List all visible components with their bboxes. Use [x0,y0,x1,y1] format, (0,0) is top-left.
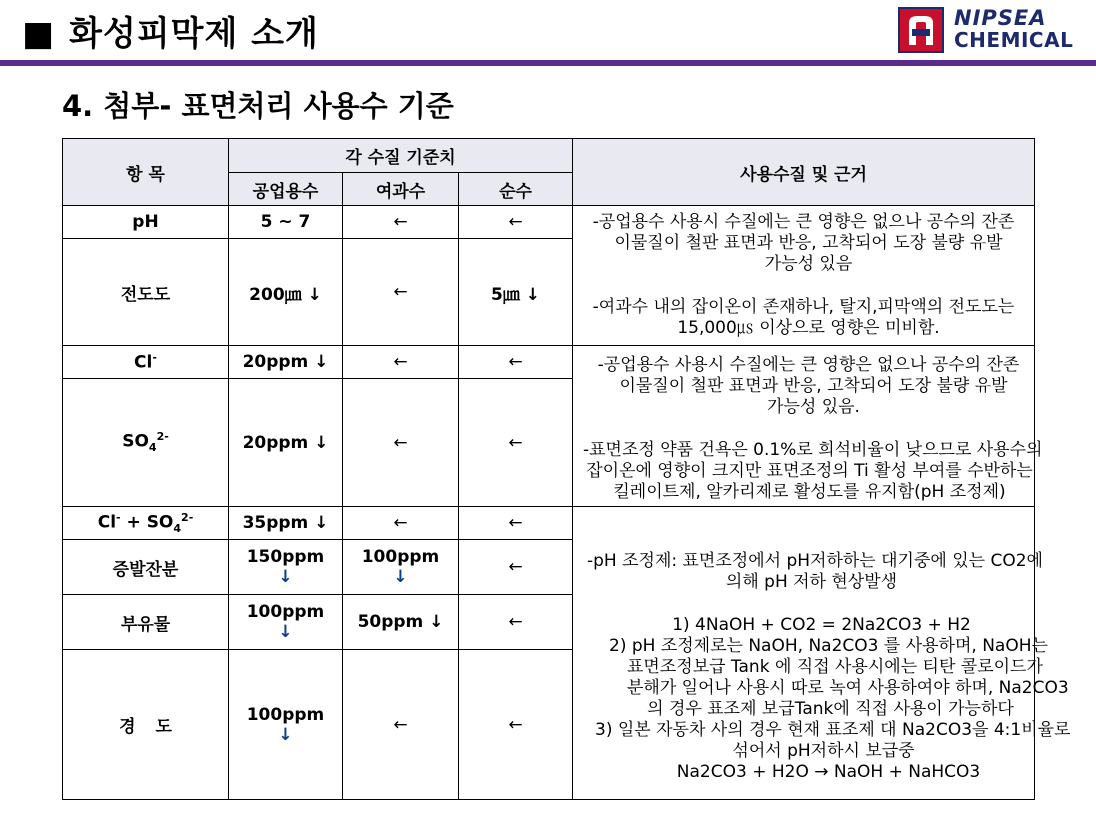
nipsea-logo [898,7,1088,53]
so4-charge: 2- [156,430,169,444]
header-industrial-water: 공업용수 [229,173,343,206]
note-line: -공업용수 사용시 수질에는 큰 영향은 없으나 공수의 잔존 [592,212,1015,232]
table-row [63,507,1035,540]
value-text: 150ppm [246,547,325,567]
header-item: 항 목 [63,139,229,206]
basis-note-1 [573,206,1035,346]
note-line: 가능성 있음 [764,254,853,274]
down-arrow-icon: ↓ [278,567,293,587]
note-line: 의 경우 표조제 보급Tank에 직접 사용이 가능하다 [647,699,1014,719]
logo-line2: CHEMICAL [954,28,1074,52]
row-name: pH [63,206,229,239]
filtered-value: ← [343,346,459,379]
note-line: 분해가 일어나 사용시 따로 녹여 사용하여야 하며, Na2CO3 [627,678,1069,698]
header-standards-group: 각 수질 기준치 [229,139,573,173]
header-filtered-water: 여과수 [343,173,459,206]
note-line: 3) 일본 자동차 사의 경우 현재 표조제 대 Na2CO3을 4:1비율로 [595,720,1071,740]
pure-value: ← [459,540,573,595]
row-name: 경 도 [63,650,229,800]
pure-value: ← [459,346,573,379]
industrial-value [229,540,343,595]
pure-value: ← [459,206,573,239]
so4-sub: 4 [148,441,157,455]
note-line: Na2CO3 + H2O → NaOH + NaHCO3 [676,762,981,782]
note-line: 섞어서 pH저하시 보급중 [732,741,915,761]
nipsea-logo-text [954,7,1073,51]
note-line: 이물질이 철판 표면과 반응, 고착되어 도장 불량 유발 [614,233,1003,253]
table-row [63,206,1035,239]
note-line: 의해 pH 저하 현상발생 [725,572,898,592]
pure-value: ← [459,650,573,800]
industrial-value [229,595,343,650]
row-name [63,346,229,379]
note-line: 2) pH 조정제로는 NaOH, Na2CO3 를 사용하며, NaOH는 [609,636,1048,656]
filtered-value: ← [343,379,459,507]
header-pure-water: 순수 [459,173,573,206]
note-line: -여과수 내의 잡이온이 존재하나, 탈지,피막액의 전도도는 [592,297,1015,317]
header-basis: 사용수질 및 근거 [573,139,1035,206]
so4-symbol: SO [122,432,149,453]
cl-symbol: Cl [134,352,153,373]
row-name [63,507,229,540]
header-title-text: 화성피막제 소개 [69,14,319,54]
note-line: -공업용수 사용시 수질에는 큰 영향은 없으나 공수의 잔존 [597,354,1020,375]
filtered-value: ← [343,650,459,800]
value-text: 100ppm [361,547,440,567]
note-line: 1) 4NaOH + CO2 = 2Na2CO3 + H2 [672,615,971,635]
so4-symbol: + SO [120,512,174,533]
section-subtitle: 4. 첨부- 표면처리 사용수 기준 [62,89,454,123]
row-name [63,379,229,507]
so4-sub: 4 [173,522,182,536]
row-name: 전도도 [63,239,229,346]
pure-value: 5㎛ ↓ [459,239,573,346]
logo-line1: NIPSEA [954,6,1047,30]
industrial-value: 35ppm ↓ [229,507,343,540]
table-row [63,346,1035,379]
cl-charge: - [116,510,121,524]
filtered-value: ← [343,239,459,346]
industrial-value: 20ppm ↓ [229,379,343,507]
industrial-value: 20ppm ↓ [229,346,343,379]
header-divider [0,60,1096,66]
row-name: 증발잔분 [63,540,229,595]
filtered-value: ← [343,507,459,540]
note-line: 표면조정보급 Tank 에 직접 사용시에는 티탄 콜로이드가 [627,657,1043,677]
pure-value: ← [459,379,573,507]
basis-note-2 [573,346,1043,507]
filtered-value: ← [343,206,459,239]
industrial-value: 200㎛ ↓ [229,239,343,346]
so4-charge: 2- [181,510,194,524]
nipsea-logo-mark-icon [898,7,944,53]
value-text: 100ppm [246,704,325,725]
industrial-value: 5 ~ 7 [229,206,343,239]
cl-charge: - [152,351,157,365]
note-line: 15,000㎲ 이상으로 영향은 미비함. [677,318,940,338]
water-quality-table [62,138,1071,800]
cl-symbol: Cl [97,512,117,533]
filtered-value: 50ppm ↓ [343,595,459,650]
page-header-title [22,6,319,55]
note-line: 이물질이 철판 표면과 반응, 고착되어 도장 불량 유발 [619,375,1008,396]
basis-note-3 [573,507,1071,800]
note-line: -표면조정 약품 건욕은 0.1%로 희석비율이 낮으므로 사용수의 [583,439,1043,460]
down-arrow-icon: ↓ [393,567,408,587]
row-name: 부유물 [63,595,229,650]
pure-value: ← [459,595,573,650]
square-bullet-icon: ■ [22,14,56,54]
pure-value: ← [459,507,573,540]
down-arrow-icon: ↓ [278,622,293,642]
note-line: 킬레이트제, 알카리제로 활성도를 유지함(pH 조정제) [613,481,1006,502]
filtered-value [343,540,459,595]
note-line: 잡이온에 영향이 크지만 표면조정의 Ti 활성 부여를 수반하는 [586,460,1033,481]
note-line: 가능성 있음. [767,396,860,417]
industrial-value [229,650,343,800]
note-line: -pH 조정제: 표면조정에서 pH저하하는 대기중에 있는 CO2에 [587,551,1043,571]
value-text: 100ppm [246,602,325,622]
down-arrow-icon: ↓ [278,724,293,745]
